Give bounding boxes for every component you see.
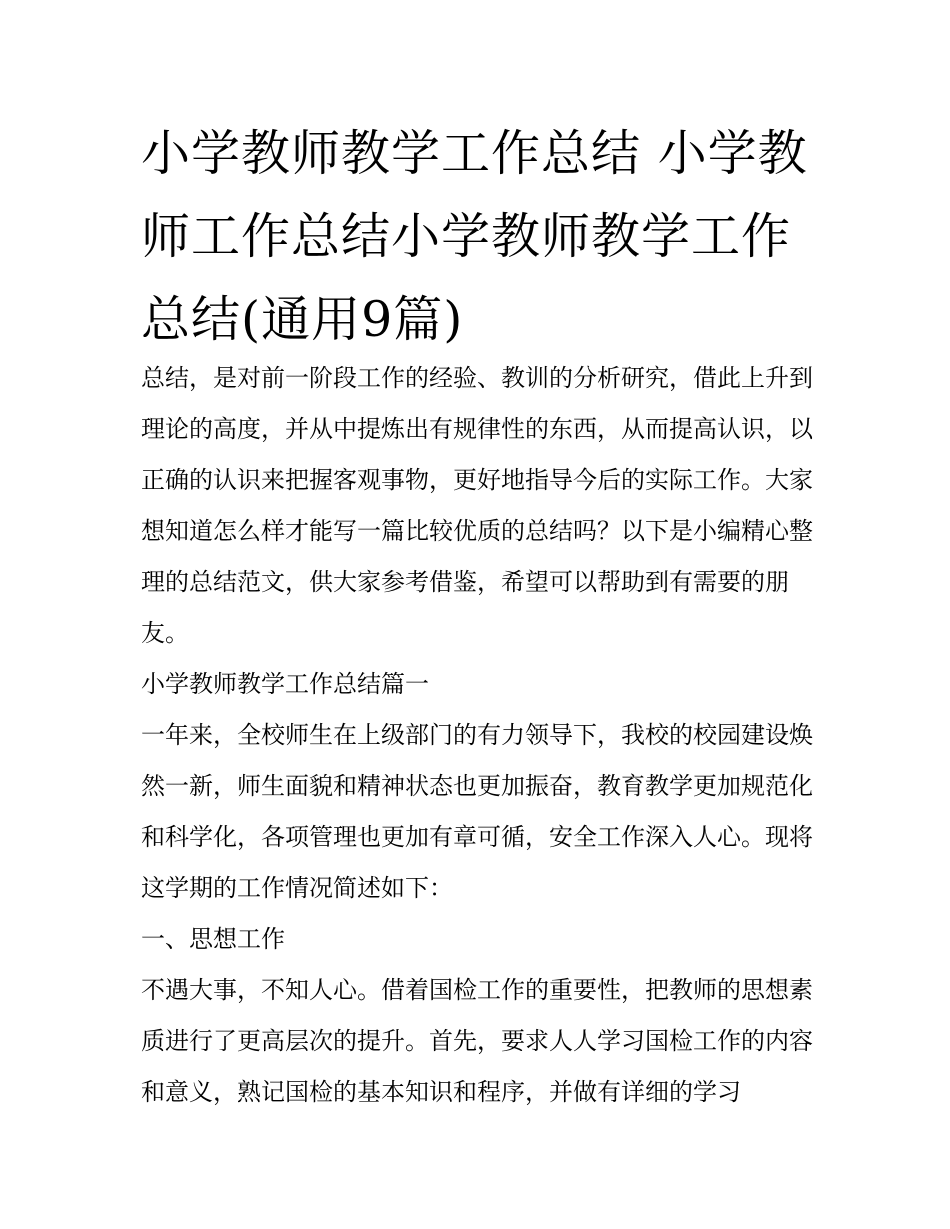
- body-paragraph: 一年来，全校师生在上级部门的有力领导下，我校的校园建设焕然一新，师生面貌和精神状态也更加振奋，教育教学更加规范化和科学化，各项管理也更加有章可循，安全工作深入人心。现将这学期的工作情况简述如下：: [141, 721, 813, 902]
- document-title: 小学教师教学工作总结 小学教师工作总结小学教师教学工作总结(通用9篇): [141, 125, 808, 348]
- subsection-heading: 一、思想工作: [141, 925, 285, 953]
- section-heading: 小学教师教学工作总结篇一: [141, 670, 429, 698]
- document-body: [141, 353, 821, 1118]
- intro-paragraph: 总结，是对前一阶段工作的经验、教训的分析研究，借此上升到理论的高度，并从中提炼出有规律性的东西，从而提高认识，以正确的认识来把握客观事物，更好地指导今后的实际工作。大家想知道怎么样才能写一篇比较优质的总结吗？以下是小编精心整理的总结范文，供大家参考借鉴，希望可以帮助到有需要的朋友。: [141, 364, 813, 647]
- body-paragraph: 不遇大事，不知人心。借着国检工作的重要性，把教师的思想素质进行了更高层次的提升。首先，要求人人学习国检工作的内容和意义，熟记国检的基本知识和程序，并做有详细的学习: [141, 976, 813, 1106]
